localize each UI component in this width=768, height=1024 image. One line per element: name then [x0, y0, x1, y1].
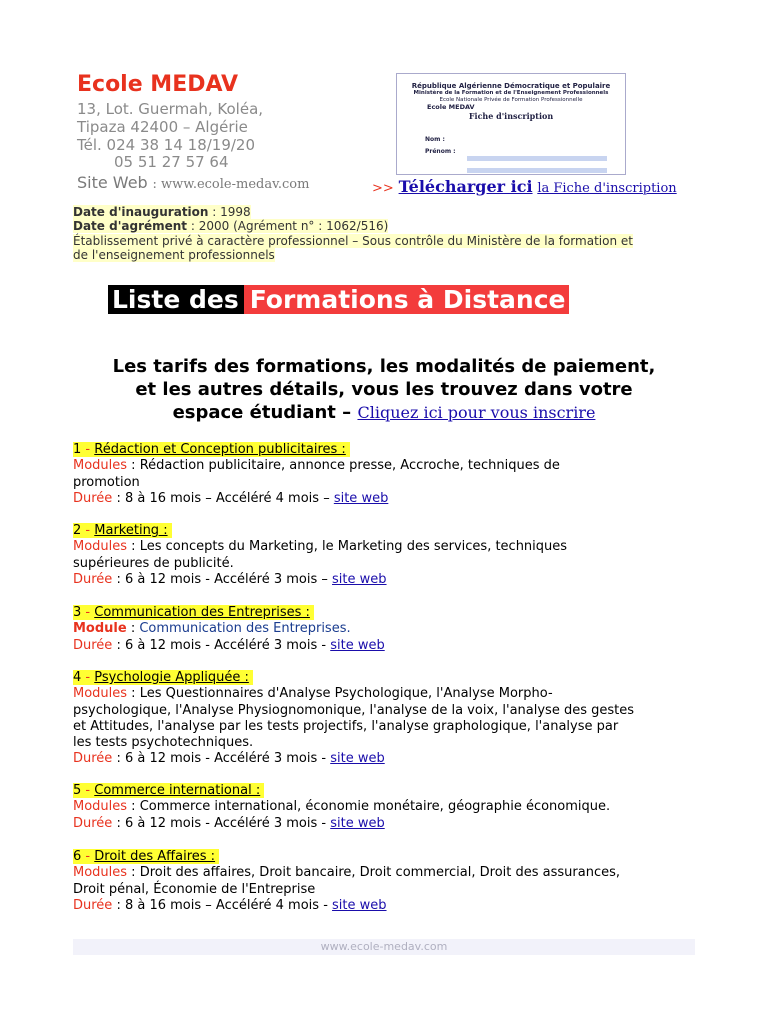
modules-text: : Rédaction publicitaire, annonce presse, Accroche, techniques de — [127, 458, 560, 474]
info-statut-1 — [73, 234, 713, 249]
intro-line-2: et les autres détails, vous les trouvez dans votre — [135, 379, 633, 400]
school-name: Ecole MEDAV — [77, 72, 239, 97]
site-web-row — [77, 173, 309, 192]
site-web-link[interactable]: site web — [333, 490, 389, 506]
modules-label: Modules — [73, 799, 128, 815]
mobile-line: 05 51 27 57 64 — [114, 153, 229, 171]
formation-number: 1 — [73, 442, 82, 457]
formation-name[interactable]: Droit des Affaires : — [94, 849, 216, 864]
duree-text: : 6 à 12 mois - Accéléré 3 mois – — [112, 571, 333, 587]
formation-name[interactable]: Psychologie Appliquée : — [94, 670, 249, 685]
form-nom-bar — [467, 156, 607, 161]
duree-text: : 8 à 16 mois – Accéléré 4 mois - — [112, 897, 333, 913]
inauguration-label: Date d'inauguration — [73, 205, 209, 219]
info-inauguration — [73, 205, 713, 220]
duree-text: : 6 à 12 mois - Accéléré 3 mois - — [112, 637, 331, 653]
statut-line-2: de l'enseignement professionnels — [73, 248, 275, 262]
formation-3: 3 - Communication des Entreprises : Module : Communication des Entreprises. Durée : 6 à 12 mois - Accéléré 3 mois - site web — [73, 605, 385, 653]
inscription-form-thumbnail[interactable] — [396, 73, 626, 175]
modules-text: Communication des Entreprises. — [139, 621, 351, 637]
site-web-link[interactable]: site web — [332, 897, 387, 913]
site-web-link[interactable]: site web — [330, 751, 385, 767]
address-line-2: Tipaza 42400 – Algérie — [77, 118, 248, 136]
formation-5: 5 - Commerce international : Modules : Commerce international, économie monétaire, géographie économique. Durée : 6 à 12 mois - Accéléré 3 mois - site web — [73, 783, 611, 831]
site-web-label: Site Web — [77, 173, 148, 192]
duree-label: Durée — [73, 815, 113, 831]
form-header-3: Ecole Nationale Privée de Formation Professionnelle — [439, 97, 583, 103]
modules-text: : Les concepts du Marketing, le Marketing des services, techniques — [127, 539, 568, 555]
intro-line-3: espace étudiant – — [172, 402, 352, 423]
modules-label: Modules — [73, 539, 128, 555]
download-arrow: >> — [372, 181, 394, 196]
form-header-1: République Algérienne Démocratique et Populaire — [411, 82, 611, 90]
intro-line-1: Les tarifs des formations, les modalités de paiement, — [112, 356, 656, 377]
info-statut-2 — [73, 248, 713, 263]
duree-label: Durée — [73, 637, 113, 653]
modules-text-cont: et Attitudes, l'analyse par les tests projectifs, l'analyse graphologique, l'analyse par — [73, 718, 619, 734]
modules-text-cont: promotion — [73, 474, 140, 490]
duree-text: : 6 à 12 mois - Accéléré 3 mois - — [112, 751, 331, 767]
duree-label: Durée — [73, 751, 113, 767]
modules-label: Modules — [73, 686, 128, 702]
site-web-link[interactable]: site web — [330, 815, 385, 831]
modules-text: : Commerce international, économie monétaire, géographie économique. — [127, 799, 611, 815]
formation-name[interactable]: Commerce international : — [94, 783, 261, 798]
download-form-link[interactable]: la Fiche d'inscription — [537, 181, 677, 196]
formation-number: 5 — [73, 783, 82, 798]
download-row — [372, 177, 677, 196]
duree-label: Durée — [73, 897, 113, 913]
modules-text: : Droit des affaires, Droit bancaire, Droit commercial, Droit des assurances, — [127, 865, 620, 881]
modules-label: Modules — [73, 458, 128, 474]
duree-text: : 6 à 12 mois - Accéléré 3 mois - — [112, 815, 331, 831]
title-part-1: Liste des — [108, 285, 244, 314]
duree-label: Durée — [73, 490, 113, 506]
formation-number: 3 — [73, 605, 82, 620]
form-prenom-bar — [467, 168, 607, 173]
form-title: Fiche d'inscription — [468, 111, 554, 121]
modules-label: Modules — [73, 865, 128, 881]
intro-text — [66, 355, 702, 424]
duree-text: : 8 à 16 mois – Accéléré 4 mois – — [112, 490, 334, 506]
agrement-label: Date d'agrément — [73, 219, 188, 233]
title-part-2: Formations à Distance — [244, 285, 570, 314]
formation-6: 6 - Droit des Affaires : Modules : Droit des affaires, Droit bancaire, Droit commercial, Droit des assurances, Droit pénal, Économie de l'Entreprise Durée : 8 à 16 mois – Accéléré 4 mois - site web — [73, 849, 713, 914]
formation-4: 4 - Psychologie Appliquée : Modules : Les Questionnaires d'Analyse Psychologique, l'Analyse Morpho- psychologique, l'Analyse Physiognomonique, l'analyse de la voix, l'analyse des gestes et Attitudes, l'analyse par les tests projectifs, l'analyse graphologique, l'analyse par les tests psychotechniques. Durée : 6 à 12 mois - Accéléré 3 mois - site web — [73, 670, 713, 768]
formation-number: 2 — [73, 523, 82, 538]
statut-line-1: Établissement privé à caractère professionnel – Sous contrôle du Ministère de la formation et — [73, 234, 633, 248]
form-field-prenom: Prénom : — [425, 148, 456, 155]
inscription-link[interactable]: Cliquez ici pour vous inscrire — [357, 403, 596, 422]
modules-label: Module — [73, 621, 127, 637]
modules-text-cont: supérieures de publicité. — [73, 555, 234, 571]
modules-text-cont: les tests psychotechniques. — [73, 735, 254, 751]
formation-name[interactable]: Rédaction et Conception publicitaires : — [94, 442, 346, 457]
formation-number: 6 — [73, 849, 82, 864]
formation-2: 2 - Marketing : Modules : Les concepts du Marketing, le Marketing des services, techniques supérieures de publicité. Durée : 6 à 12 mois - Accéléré 3 mois – site web — [73, 523, 713, 588]
agrement-value: : 2000 (Agrément n° : 1062/516) — [187, 219, 389, 233]
duree-label: Durée — [73, 571, 113, 587]
formation-name[interactable]: Communication des Entreprises : — [94, 605, 310, 620]
modules-sep: : — [126, 621, 140, 637]
inauguration-value: : 1998 — [208, 205, 251, 219]
page-title — [108, 283, 569, 317]
formation-name[interactable]: Marketing : — [94, 523, 168, 538]
formation-1: 1 - Rédaction et Conception publicitaires : Modules : Rédaction publicitaire, annonce presse, Accroche, techniques de promotion Durée : 8 à 16 mois – Accéléré 4 mois – site web — [73, 442, 713, 507]
formation-number: 4 — [73, 670, 82, 685]
site-web-url[interactable]: : www.ecole-medav.com — [152, 177, 310, 192]
site-web-link[interactable]: site web — [330, 637, 385, 653]
form-field-nom: Nom : — [425, 136, 445, 143]
modules-text-cont: Droit pénal, Économie de l'Entreprise — [73, 881, 316, 897]
form-header-2: Ministère de la Formation et de l'Enseignement Professionnels — [413, 90, 609, 96]
site-web-link[interactable]: site web — [332, 571, 387, 587]
modules-text: : Les Questionnaires d'Analyse Psychologique, l'Analyse Morpho- — [127, 686, 553, 702]
footer-url[interactable]: www.ecole-medav.com — [73, 939, 695, 955]
info-agrement — [73, 219, 713, 234]
address-line-1: 13, Lot. Guermah, Koléa, — [77, 100, 264, 118]
phone-line: Tél. 024 38 14 18/19/20 — [77, 136, 256, 154]
form-org: Ecole MEDAV — [427, 103, 475, 111]
download-link[interactable]: Télécharger ici — [398, 177, 533, 196]
modules-text-cont: psychologique, l'Analyse Physiognomonique, l'analyse de la voix, l'analyse des gestes — [73, 702, 634, 718]
